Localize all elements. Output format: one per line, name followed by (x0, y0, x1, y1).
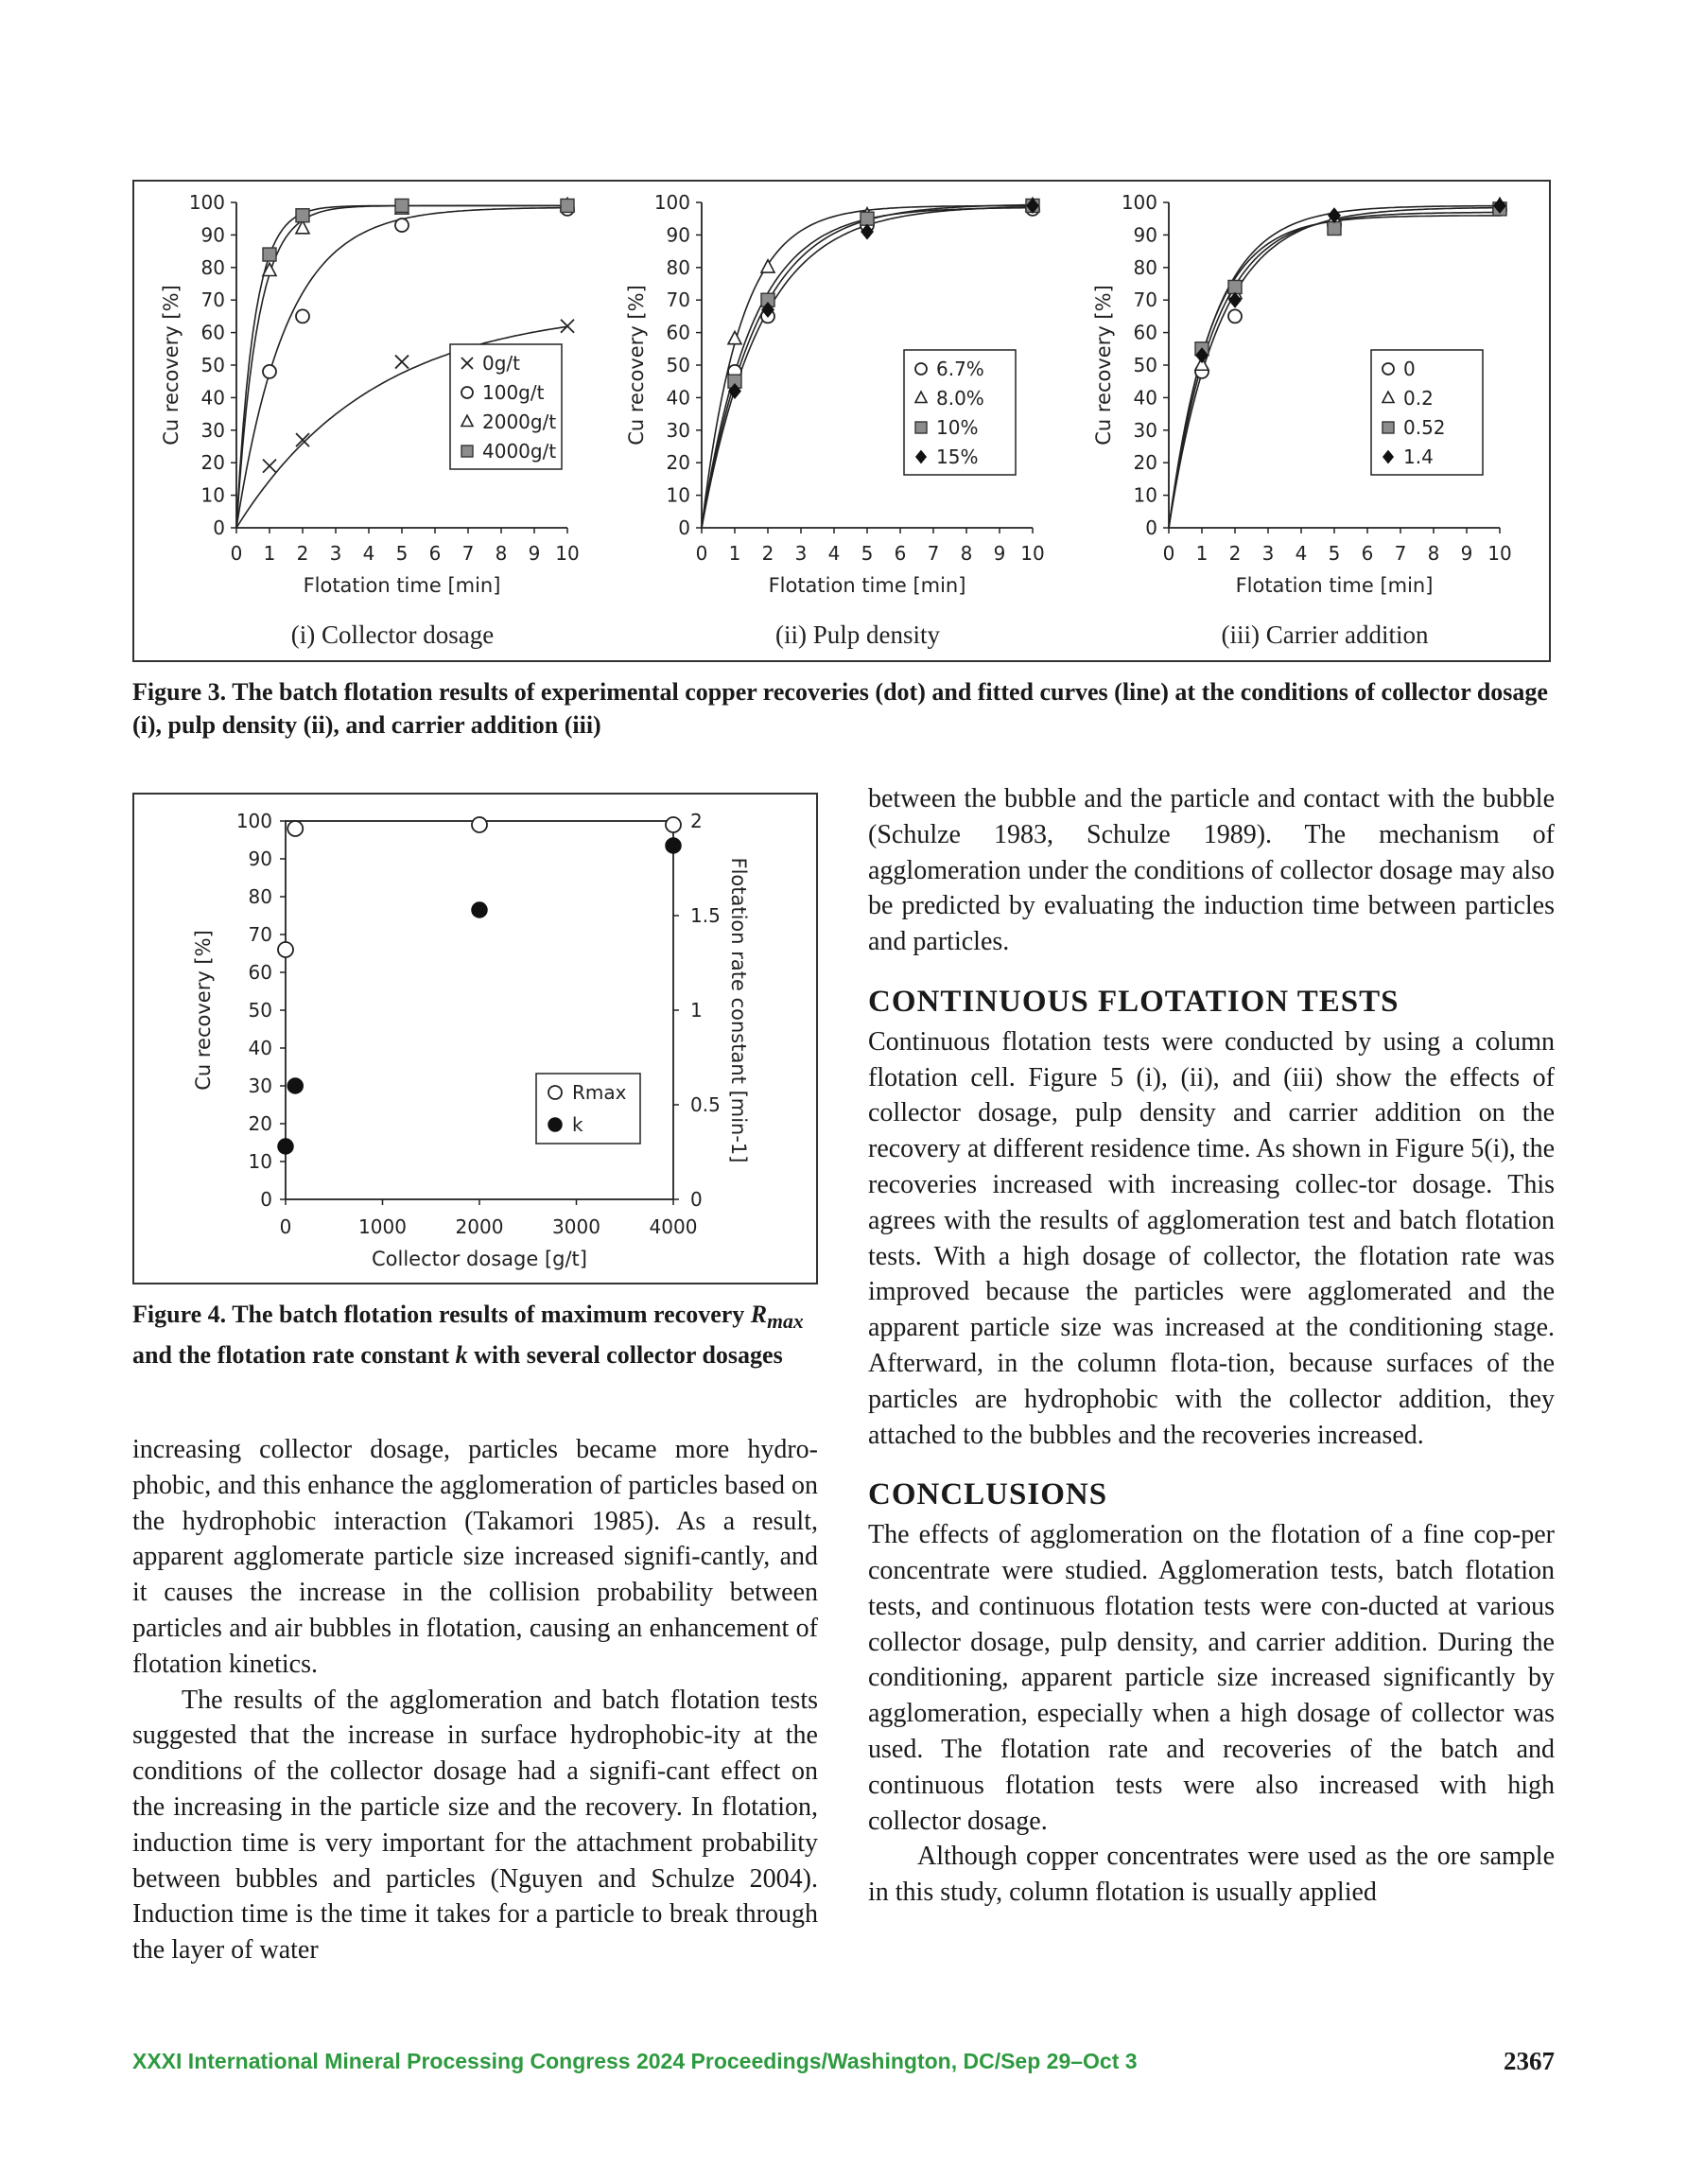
legend-marker (915, 422, 927, 433)
legend-label: k (572, 1113, 583, 1136)
data-point (263, 460, 276, 473)
x-tick-label: 9 (993, 542, 1006, 565)
x-tick-label: 0 (695, 542, 708, 565)
y-tick-label: 90 (248, 847, 272, 870)
y-tick-label: 0 (260, 1188, 272, 1211)
y-tick-label: 70 (1133, 288, 1157, 312)
right-column (868, 781, 1555, 1911)
data-point (287, 821, 303, 836)
x-tick-label: 4 (827, 542, 841, 565)
y-tick-label: 10 (248, 1150, 272, 1173)
legend-marker (548, 1086, 562, 1099)
caption-text: Figure 4. The batch flotation results of maximum recovery (132, 1301, 751, 1328)
y-axis-label: Cu recovery [%] (192, 930, 215, 1091)
legend-label: Rmax (572, 1081, 627, 1104)
x-tick-label: 8 (495, 542, 508, 565)
y-tick-label: 50 (666, 354, 690, 376)
data-point (287, 1078, 303, 1093)
data-point (395, 356, 409, 369)
legend-label: 15% (936, 446, 979, 468)
y-tick-label: 30 (666, 418, 690, 442)
caption-max: max (767, 1310, 804, 1334)
y-tick-label: 10 (666, 483, 690, 507)
legend-label: 100g/t (482, 381, 545, 404)
paragraph: increasing collector dosage, particles became more hydro-phobic, and this enhance the agglomeration of particles based on the hydrophobic interaction (Takamori 1985). As a result, apparent agglomerate particle size increased signifi-cantly, and it causes the increase in the collision probability between particles and air bubbles in flotation, causing an enhancement of flotation kinetics. (132, 1435, 818, 1679)
y-tick-label: 90 (1133, 223, 1157, 247)
x-tick-label: 1 (1195, 542, 1209, 565)
x-tick-label: 3 (329, 542, 342, 565)
data-point (666, 838, 681, 853)
x-tick-label: 1 (263, 542, 276, 565)
x-axis-label: Flotation time [min] (768, 574, 966, 597)
legend-label: 2000g/t (482, 411, 557, 433)
paragraph: The effects of agglomeration on the flotation of a fine cop-per concentrate were studied. Agglomeration tests, batch flotation tests, and continuous flotation tests were con-ducted at various collector dosage, pulp density, and carrier addition. During the conditioning, apparent particle size increased significantly by agglomeration, especially when a high dosage of collector was used. The flotation rate and recoveries of the batch and continuous flotation tests were also increased with high collector dosage. (868, 1520, 1555, 1836)
x-tick-label: 7 (1394, 542, 1407, 565)
data-point (472, 817, 487, 832)
y-axis-label: Cu recovery [%] (160, 285, 183, 446)
subplot-label: (iii) Carrier addition (1221, 620, 1429, 649)
y-tick-label: 30 (248, 1075, 272, 1097)
x-tick-label: 0 (279, 1215, 292, 1238)
y-tick-label: 10 (1133, 483, 1157, 507)
x-tick-label: 7 (927, 542, 940, 565)
y-tick-label: 80 (1133, 255, 1157, 279)
data-point (263, 365, 276, 378)
x-tick-label: 8 (960, 542, 973, 565)
y2-axis-label: Flotation rate constant [min-1] (727, 857, 750, 1163)
x-tick-label: 1 (728, 542, 741, 565)
x-axis-label: Flotation time [min] (1235, 574, 1434, 597)
data-point (1328, 222, 1341, 236)
subplot-label: (ii) Pulp density (775, 620, 940, 649)
y-tick-label: 0 (1145, 516, 1157, 539)
data-point (761, 260, 774, 272)
data-point (561, 199, 574, 212)
y2-tick-label: 1 (690, 999, 703, 1022)
legend-label: 0.2 (1403, 387, 1434, 410)
y-tick-label: 20 (1133, 451, 1157, 475)
figure-3-caption: Figure 3. The batch flotation results of experimental copper recoveries (dot) and fitted curves (line) at the conditions of collector dosage (i), pulp density (ii), and carrier addition (iii) (132, 678, 1548, 739)
x-tick-label: 6 (894, 542, 907, 565)
y-tick-label: 20 (666, 451, 690, 475)
y-tick-label: 100 (235, 810, 272, 832)
y-tick-label: 50 (1133, 354, 1157, 376)
x-tick-label: 6 (1361, 542, 1374, 565)
left-column (132, 1432, 818, 1968)
subplot-label: (i) Collector dosage (290, 620, 495, 649)
y-tick-label: 90 (200, 223, 225, 247)
x-tick-label: 3000 (552, 1215, 600, 1238)
x-tick-label: 4 (362, 542, 375, 565)
x-tick-label: 5 (395, 542, 409, 565)
x-tick-label: 2 (1228, 542, 1242, 565)
legend-marker (461, 387, 473, 398)
y-tick-label: 100 (188, 191, 225, 214)
figure-4-plot (192, 810, 750, 1270)
y-tick-label: 50 (200, 354, 225, 376)
data-point (296, 220, 309, 233)
legend-marker (915, 363, 927, 375)
figure-4 (132, 793, 818, 1284)
section-heading: CONTINUOUS FLOTATION TESTS (868, 984, 1400, 1019)
x-tick-label: 9 (1460, 542, 1473, 565)
legend-label: 1.4 (1403, 446, 1434, 468)
y-tick-label: 80 (248, 885, 272, 908)
legend-label: 4000g/t (482, 440, 557, 463)
x-tick-label: 4 (1295, 542, 1308, 565)
x-tick-label: 7 (461, 542, 475, 565)
x-tick-label: 0 (1162, 542, 1175, 565)
data-point (395, 199, 409, 212)
y-tick-label: 100 (1121, 191, 1157, 214)
data-point (561, 320, 574, 333)
x-axis-label: Collector dosage [g/t] (372, 1248, 587, 1270)
x-tick-label: 10 (555, 542, 580, 565)
y-tick-label: 60 (1133, 321, 1157, 344)
y-tick-label: 10 (200, 483, 225, 507)
x-tick-label: 10 (1487, 542, 1512, 565)
y-tick-label: 60 (666, 321, 690, 344)
subplot-3 (1092, 191, 1512, 649)
y-tick-label: 40 (1133, 386, 1157, 410)
y-tick-label: 90 (666, 223, 690, 247)
y-tick-label: 0 (213, 516, 225, 539)
data-point (263, 248, 276, 261)
x-tick-label: 3 (794, 542, 808, 565)
y-tick-label: 40 (248, 1037, 272, 1059)
caption-r: R (750, 1301, 768, 1328)
data-point (278, 1139, 293, 1154)
legend-label: 8.0% (936, 387, 984, 410)
y-axis-label: Cu recovery [%] (625, 285, 648, 446)
y-tick-label: 30 (1133, 418, 1157, 442)
data-point (395, 218, 409, 232)
legend-label: 10% (936, 416, 979, 439)
data-point (861, 212, 874, 225)
legend-label: 0.52 (1403, 416, 1446, 439)
y2-tick-label: 2 (690, 810, 703, 832)
paragraph: between the bubble and the particle and contact with the bubble (Schulze 1983, Schulze 1989). The mechanism of agglomeration under the conditions of collector dosage may also be predicted by evaluating the induction time between particles and particles. (868, 784, 1555, 957)
y-tick-label: 80 (666, 255, 690, 279)
legend-marker (1383, 422, 1394, 433)
data-point (666, 817, 681, 832)
y-tick-label: 70 (666, 288, 690, 312)
x-tick-label: 0 (230, 542, 243, 565)
y-tick-label: 30 (200, 418, 225, 442)
y-tick-label: 0 (678, 516, 690, 539)
subplot-1 (160, 191, 580, 649)
x-axis-label: Flotation time [min] (303, 574, 501, 597)
legend-marker (1383, 363, 1394, 375)
data-point (728, 331, 741, 343)
x-tick-label: 2 (761, 542, 774, 565)
x-tick-label: 3 (1261, 542, 1275, 565)
x-tick-label: 8 (1427, 542, 1440, 565)
y-tick-label: 40 (666, 386, 690, 410)
y-tick-label: 40 (200, 386, 225, 410)
figure-3-chart (134, 182, 1549, 660)
x-tick-label: 4000 (649, 1215, 698, 1238)
paragraph: Although copper concentrates were used as the ore sample in this study, column flotation is usually applied (868, 1842, 1555, 1908)
legend-marker (461, 446, 473, 457)
x-tick-label: 2000 (455, 1215, 504, 1238)
figure-3 (132, 180, 1551, 662)
caption-text: with several collector dosages (467, 1341, 783, 1370)
y-tick-label: 80 (200, 255, 225, 279)
data-point (296, 209, 309, 222)
caption-k: k (455, 1341, 468, 1370)
figure-4-caption (132, 1298, 818, 1372)
y-tick-label: 70 (200, 288, 225, 312)
y-tick-label: 70 (248, 923, 272, 946)
legend-label: 0 (1403, 358, 1416, 380)
section-heading: CONCLUSIONS (868, 1477, 1108, 1512)
y-tick-label: 20 (248, 1112, 272, 1135)
page-number: 2367 (1504, 2047, 1555, 2075)
x-tick-label: 1000 (358, 1215, 407, 1238)
x-tick-label: 5 (1328, 542, 1341, 565)
legend-marker (548, 1118, 562, 1131)
y-tick-label: 60 (200, 321, 225, 344)
figure-4-chart (134, 795, 816, 1283)
y-tick-label: 60 (248, 961, 272, 984)
y-axis-label: Cu recovery [%] (1092, 285, 1115, 446)
data-point (1228, 309, 1242, 323)
x-tick-label: 2 (296, 542, 309, 565)
data-point (278, 942, 293, 957)
y2-tick-label: 1.5 (690, 904, 721, 927)
y2-tick-label: 0.5 (690, 1093, 721, 1116)
data-point (1228, 280, 1242, 293)
legend-label: 0g/t (482, 352, 520, 375)
paragraph: The results of the agglomeration and batch flotation tests suggested that the increase in surface hydrophobic-ity at the conditions of the collector dosage had a signifi-cant effect on the increasing in the particle size and the recovery. In flotation, induction time is very important for the attachment probability between bubbles and particles (Nguyen and Schulze 2004). Induction time is the time it takes for a particle to break through the layer of water (132, 1685, 818, 1966)
x-tick-label: 5 (861, 542, 874, 565)
x-tick-label: 6 (428, 542, 442, 565)
data-point (472, 902, 487, 917)
legend-label: 6.7% (936, 358, 984, 380)
x-tick-label: 9 (528, 542, 541, 565)
x-tick-label: 10 (1020, 542, 1045, 565)
y-tick-label: 20 (200, 451, 225, 475)
y-tick-label: 50 (248, 999, 272, 1022)
y-tick-label: 100 (653, 191, 690, 214)
y2-tick-label: 0 (690, 1188, 703, 1211)
caption-text: and the flotation rate constant (132, 1341, 456, 1370)
footer-proceedings: XXXI International Mineral Processing Congress 2024 Proceedings/Washington, DC/Sep 29–Oct 3 (132, 2049, 1138, 2073)
subplot-2 (625, 191, 1045, 649)
data-point (296, 309, 309, 323)
paragraph: Continuous flotation tests were conducted by using a column flotation cell. Figure 5 (i), (ii), and (iii) show the effects of collector dosage, pulp density and carrier addition on the recovery at different residence time. As shown in Figure 5(i), the recoveries increased with increasing collec-tor dosage. This agrees with the results of agglomeration test and batch flotation tests. With a high dosage of collector, the flotation rate was improved because the particles were agglomerated and the apparent particle size was increased at the conditioning stage. Afterward, in the column flota-tion, because surfaces of the particles are hydrophobic with the collector addition, they attached to the bubbles and the recoveries increased. (868, 1026, 1555, 1450)
